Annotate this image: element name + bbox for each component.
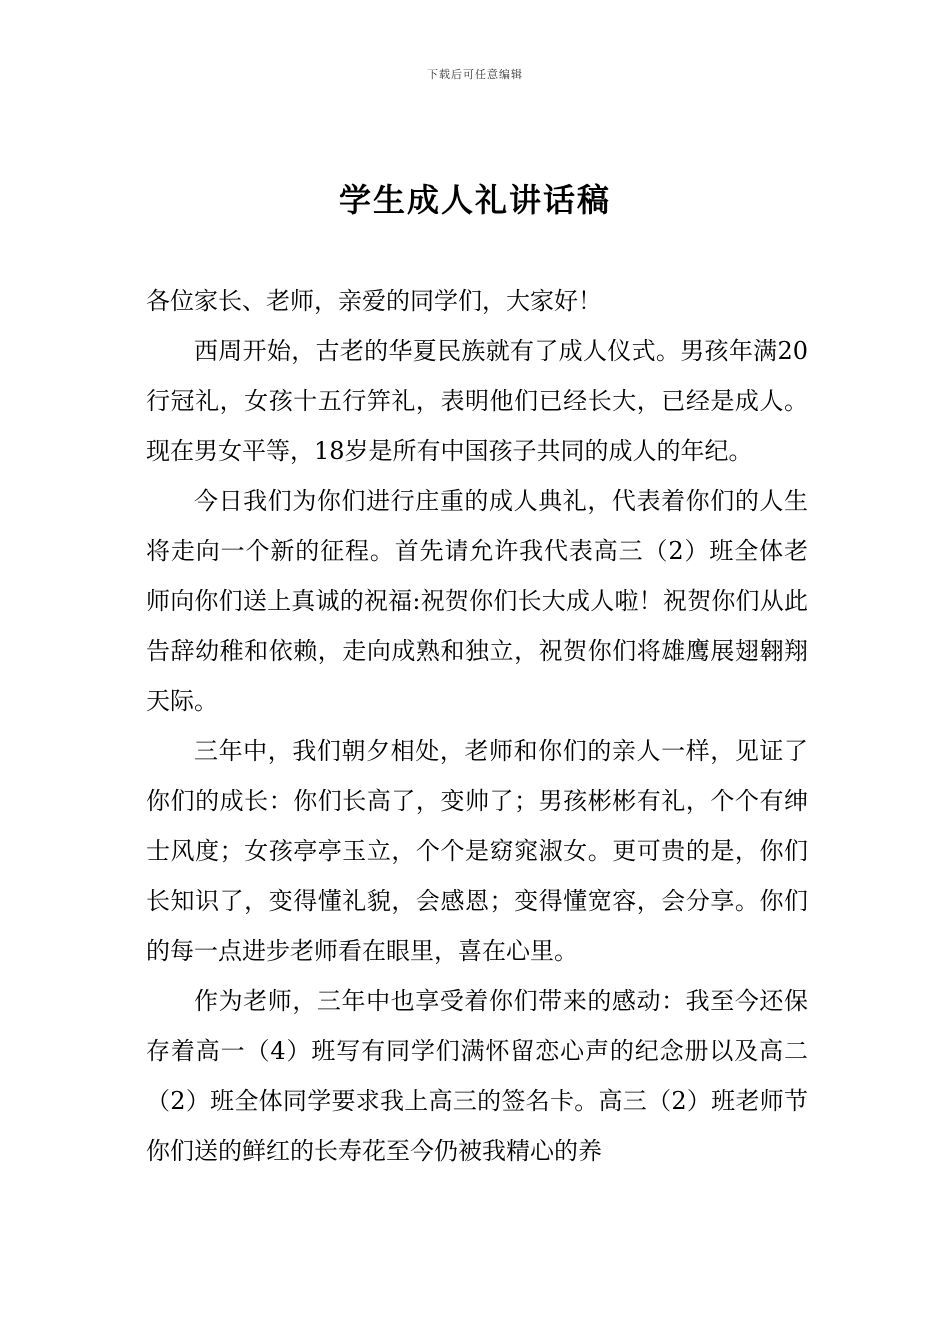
document-title: 学生成人礼讲话稿 <box>338 181 611 219</box>
document-body <box>146 276 808 1176</box>
header-note: 下载后可任意编辑 <box>427 68 523 81</box>
body-paragraph: 作为老师，三年中也享受着你们带来的感动：我至今还保存着高一（4）班写有同学们满怀留恋心声的纪念册以及高二（2）班全体同学要求我上高三的签名卡。高三（2）班老师节你们送的鲜红的长寿花至今仍被我精心的养 <box>146 987 808 1165</box>
body-paragraph: 三年中，我们朝夕相处，老师和你们的亲人一样，见证了你们的成长：你们长高了，变帅了；男孩彬彬有礼，个个有绅士风度；女孩亭亭玉立，个个是窈窕淑女。更可贵的是，你们长知识了，变得懂礼貌，会感恩；变得懂宽容，会分享。你们的每一点进步老师看在眼里，喜在心里。 <box>146 737 808 965</box>
body-paragraph: 西周开始，古老的华夏民族就有了成人仪式。男孩年满20行冠礼，女孩十五行笄礼，表明他们已经长大，已经是成人。现在男女平等，18岁是所有中国孩子共同的成人的年纪。 <box>146 337 808 465</box>
greeting-paragraph: 各位家长、老师，亲爱的同学们，大家好！ <box>146 287 602 315</box>
body-paragraph: 今日我们为你们进行庄重的成人典礼，代表着你们的人生将走向一个新的征程。首先请允许我代表高三（2）班全体老师向你们送上真诚的祝福:祝贺你们长大成人啦！祝贺你们从此告辞幼稚和依赖，走向成熟和独立，祝贺你们将雄鹰展翅翱翔天际。 <box>146 487 808 715</box>
